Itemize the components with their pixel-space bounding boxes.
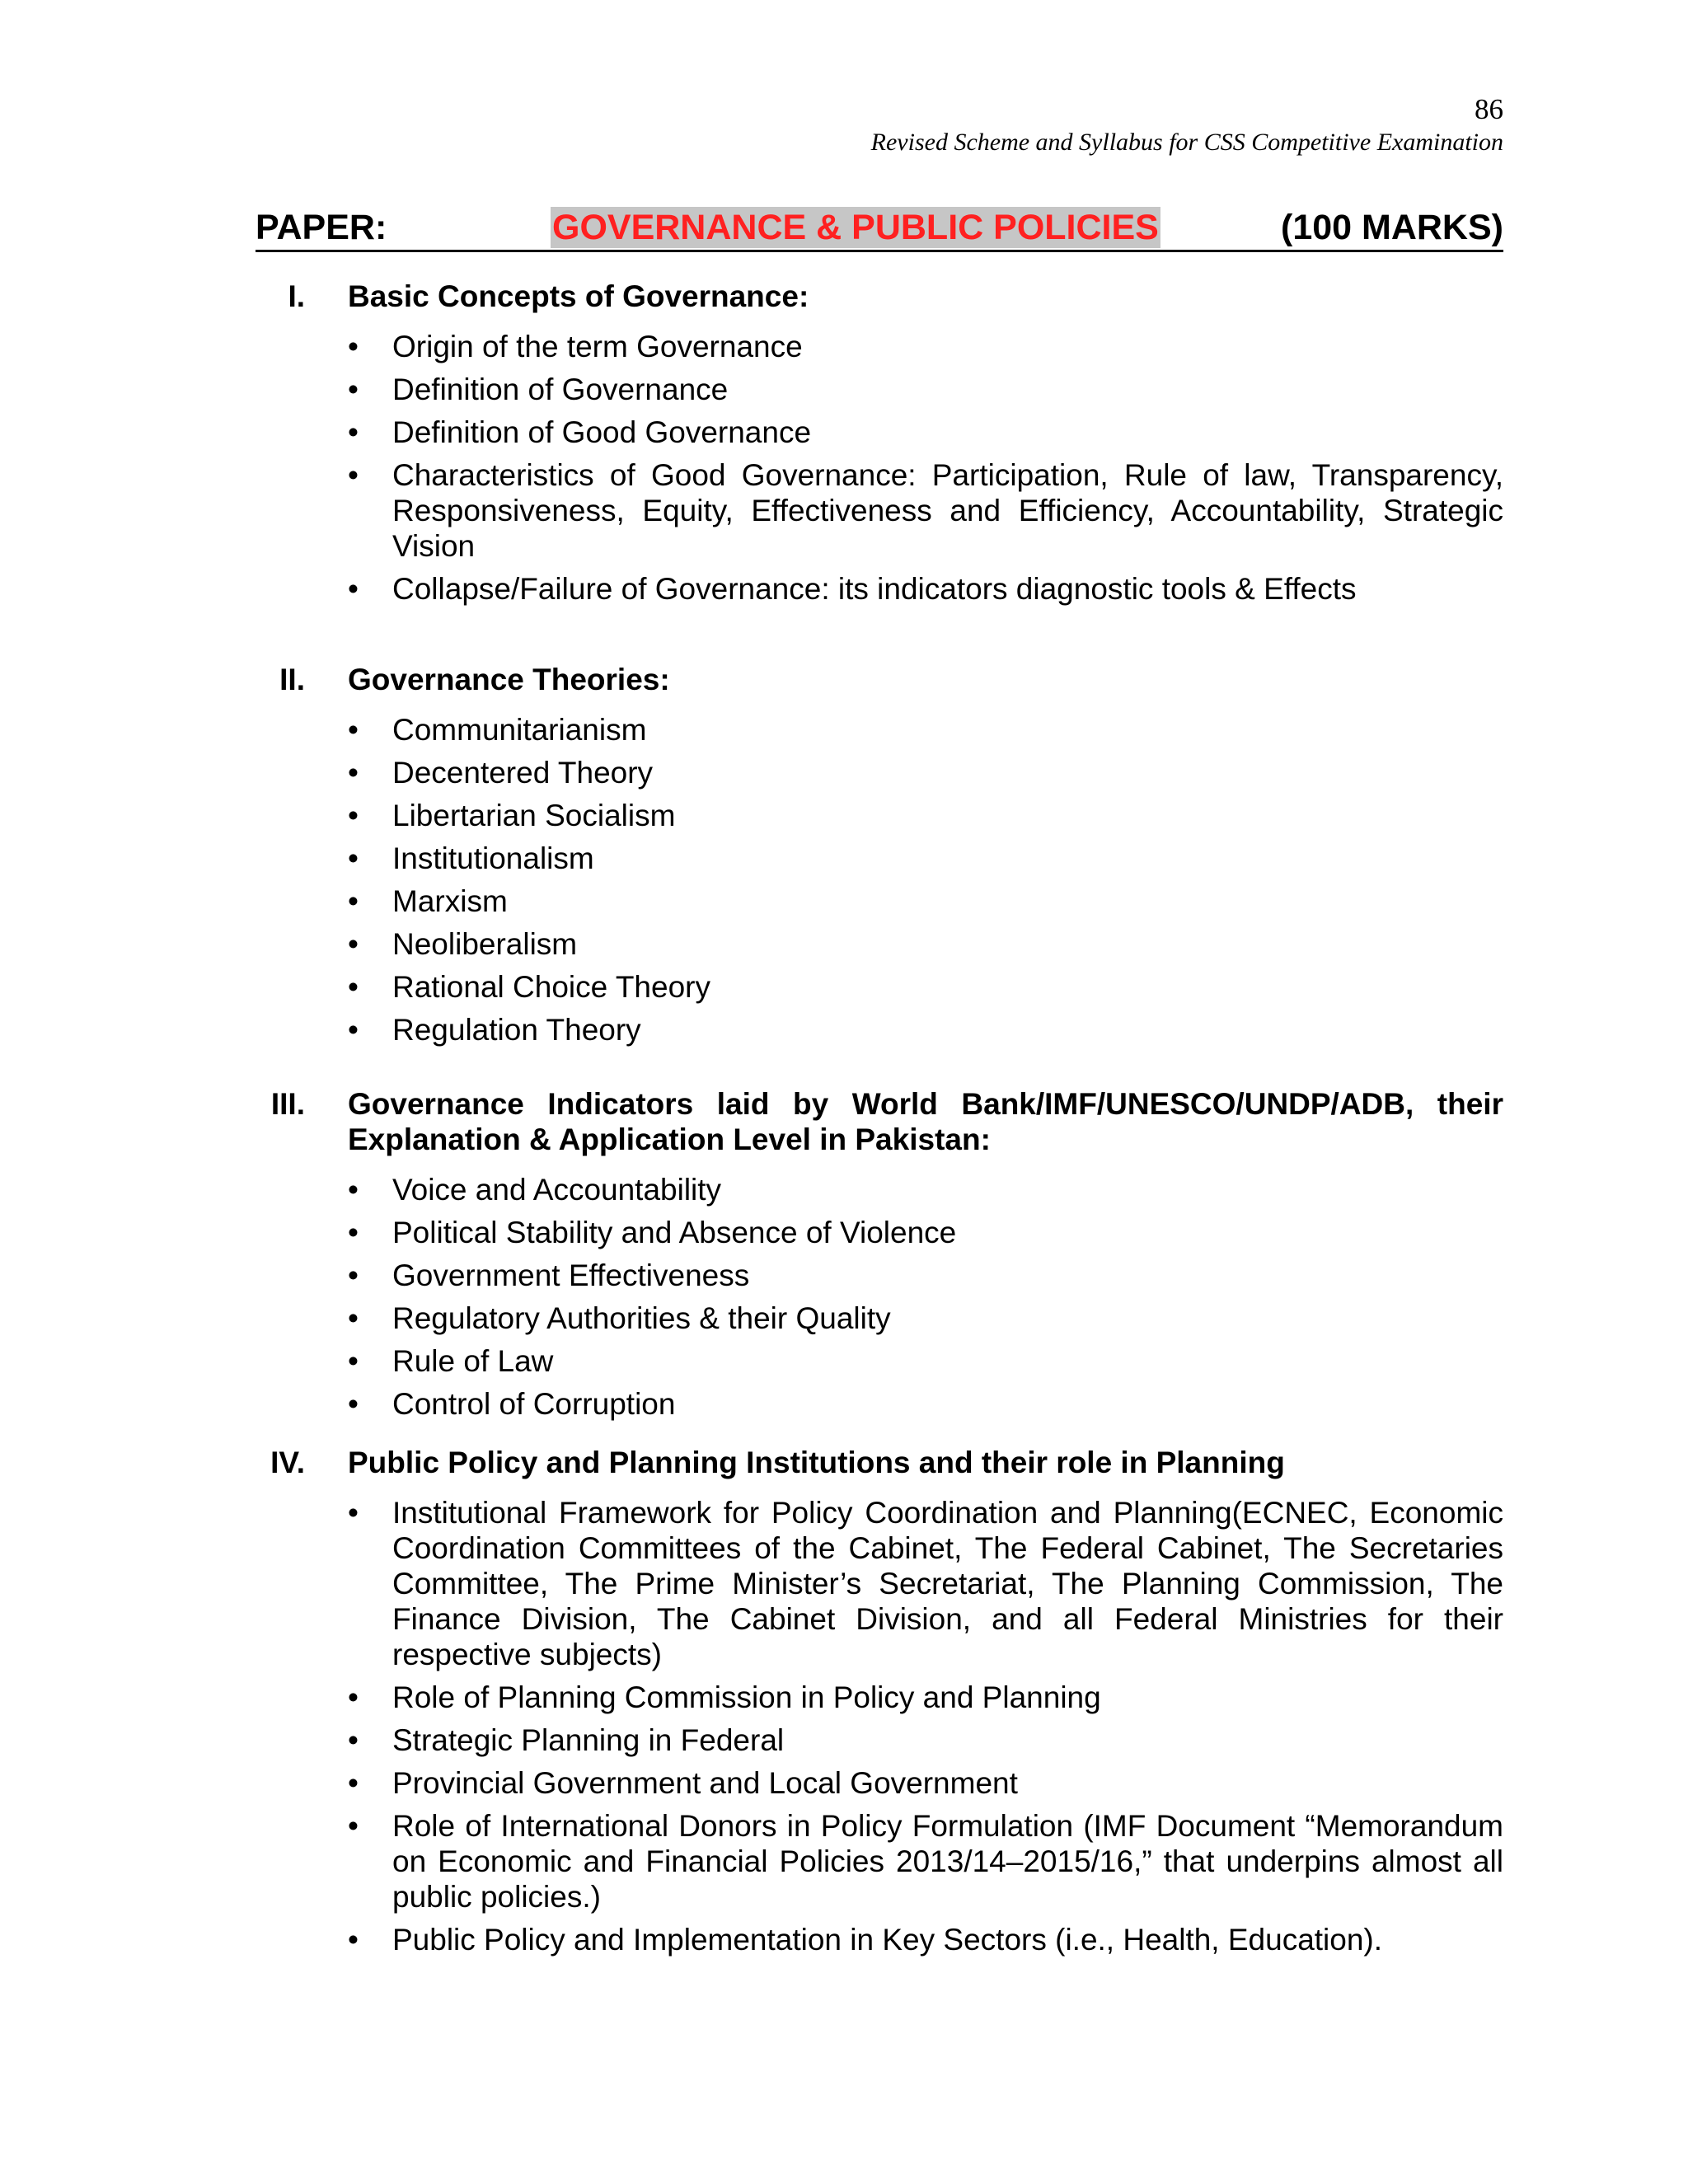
- bullet-icon: •: [348, 1387, 359, 1421]
- bullet-icon: •: [348, 1723, 359, 1757]
- bullet-icon: •: [348, 572, 359, 606]
- list-item: [256, 755, 1503, 790]
- topic-list: [256, 712, 1503, 1047]
- section-governance-indicators: [256, 1086, 1503, 1429]
- list-item-text: Regulation Theory: [392, 1013, 641, 1047]
- list-item-text: Public Policy and Implementation in Key Sectors (i.e., Health, Education).: [392, 1923, 1383, 1957]
- bullet-icon: •: [348, 799, 359, 832]
- list-item: [256, 1258, 1503, 1293]
- section-heading: [256, 279, 1503, 314]
- topic-list: [256, 329, 1503, 607]
- list-item: [256, 1808, 1503, 1915]
- list-item-text: Role of Planning Commission in Policy and Planning: [392, 1680, 1101, 1714]
- list-item: [256, 1765, 1503, 1801]
- list-item: [256, 883, 1503, 919]
- section-title: Governance Theories:: [348, 663, 670, 696]
- list-item-text: Origin of the term Governance: [392, 330, 803, 363]
- paper-title: GOVERNANCE & PUBLIC POLICIES: [552, 208, 1159, 247]
- section-numeral: I.: [288, 279, 305, 313]
- bullet-icon: •: [348, 884, 359, 918]
- bullet-icon: •: [348, 970, 359, 1004]
- section-basic-concepts: [256, 279, 1503, 614]
- list-item-text: Rational Choice Theory: [392, 970, 710, 1004]
- paper-title-line: [256, 205, 1503, 252]
- list-item: [256, 1922, 1503, 1957]
- bullet-icon: •: [348, 458, 359, 492]
- list-item: [256, 1680, 1503, 1715]
- bullet-icon: •: [348, 1013, 359, 1047]
- bullet-icon: •: [348, 415, 359, 449]
- list-item: [256, 571, 1503, 607]
- bullet-icon: •: [348, 927, 359, 961]
- bullet-icon: •: [348, 713, 359, 747]
- running-title: Revised Scheme and Syllabus for CSS Competitive Examination: [870, 129, 1503, 156]
- section-title: Public Policy and Planning Institutions and their role in Planning: [348, 1446, 1285, 1479]
- paper-marks: (100 MARKS): [1281, 208, 1503, 247]
- list-item-text: Decentered Theory: [392, 756, 654, 790]
- bullet-icon: •: [348, 1766, 359, 1800]
- topic-list: [256, 1495, 1503, 1957]
- section-public-policy-institutions: [256, 1445, 1503, 1965]
- list-item-text: Government Effectiveness: [392, 1258, 750, 1292]
- list-item: [256, 1722, 1503, 1758]
- list-item-text: Strategic Planning in Federal: [392, 1723, 785, 1757]
- bullet-icon: •: [348, 330, 359, 363]
- list-item: [256, 969, 1503, 1005]
- list-item-text: Neoliberalism: [392, 927, 578, 961]
- section-governance-theories: [256, 662, 1503, 1055]
- list-item: [256, 1172, 1503, 1207]
- list-item-text: Communitarianism: [392, 713, 647, 747]
- bullet-icon: •: [348, 841, 359, 875]
- list-item-text: Political Stability and Absence of Violence: [392, 1216, 957, 1249]
- list-item-text: Rule of Law: [392, 1344, 554, 1378]
- list-item-text: Libertarian Socialism: [392, 799, 676, 832]
- list-item-text: Control of Corruption: [392, 1387, 676, 1421]
- list-item-text: Voice and Accountability: [392, 1173, 722, 1207]
- list-item-text: Institutional Framework for Policy Coordination and Planning(ECNEC, Economic Coordination Committees of the Cabinet, The Federal Cabinet, The Secretaries Committee, The Prime Minister’s Secretariat, The Planning Commission, The Finance Division, The Cabinet Division, and all Federal Ministries for their respective subjects): [392, 1496, 1503, 1671]
- bullet-icon: •: [348, 1680, 359, 1714]
- bullet-icon: •: [348, 756, 359, 790]
- list-item: [256, 415, 1503, 450]
- list-item: [256, 329, 1503, 364]
- page-header: [871, 92, 1503, 158]
- paper-label: PAPER:: [256, 208, 387, 247]
- list-item: [256, 1301, 1503, 1336]
- list-item-text: Institutionalism: [392, 841, 594, 875]
- list-item: [256, 841, 1503, 876]
- list-item: [256, 926, 1503, 962]
- section-numeral: III.: [270, 1087, 305, 1121]
- bullet-icon: •: [348, 1258, 359, 1292]
- bullet-icon: •: [348, 1344, 359, 1378]
- list-item-text: Role of International Donors in Policy Formulation (IMF Document “Memorandum on Economic and Financial Policies 2013/14–2015/16,” that underpins almost all public policies.): [392, 1809, 1503, 1914]
- topic-list: [256, 1172, 1503, 1422]
- section-title: Basic Concepts of Governance:: [348, 279, 809, 313]
- list-item: [256, 1343, 1503, 1379]
- bullet-icon: •: [348, 1216, 359, 1249]
- list-item: [256, 798, 1503, 833]
- list-item: [256, 1386, 1503, 1422]
- bullet-icon: •: [348, 1923, 359, 1957]
- bullet-icon: •: [348, 1496, 359, 1530]
- list-item: [256, 1495, 1503, 1672]
- section-numeral: IV.: [270, 1446, 305, 1479]
- section-heading: [256, 1086, 1503, 1157]
- list-item-text: Collapse/Failure of Governance: its indicators diagnostic tools & Effects: [392, 572, 1357, 606]
- page-number: 86: [1475, 93, 1503, 125]
- bullet-icon: •: [348, 1301, 359, 1335]
- list-item: [256, 457, 1503, 564]
- list-item: [256, 1012, 1503, 1047]
- bullet-icon: •: [348, 1173, 359, 1207]
- list-item-text: Characteristics of Good Governance: Participation, Rule of law, Transparency, Responsiveness, Equity, Effectiveness and Efficiency, Accountability, Strategic Vision: [392, 458, 1503, 563]
- section-heading: [256, 662, 1503, 697]
- bullet-icon: •: [348, 1809, 359, 1843]
- list-item-text: Regulatory Authorities & their Quality: [392, 1301, 891, 1335]
- list-item-text: Marxism: [392, 884, 508, 918]
- section-heading: [256, 1445, 1503, 1480]
- list-item-text: Provincial Government and Local Government: [392, 1766, 1018, 1800]
- list-item: [256, 712, 1503, 748]
- list-item: [256, 372, 1503, 407]
- section-numeral: II.: [279, 663, 305, 696]
- list-item-text: Definition of Good Governance: [392, 415, 812, 449]
- list-item: [256, 1215, 1503, 1250]
- list-item-text: Definition of Governance: [392, 373, 729, 406]
- section-title: Governance Indicators laid by World Bank/IMF/UNESCO/UNDP/ADB, their Explanation & Application Level in Pakistan:: [348, 1087, 1503, 1156]
- bullet-icon: •: [348, 373, 359, 406]
